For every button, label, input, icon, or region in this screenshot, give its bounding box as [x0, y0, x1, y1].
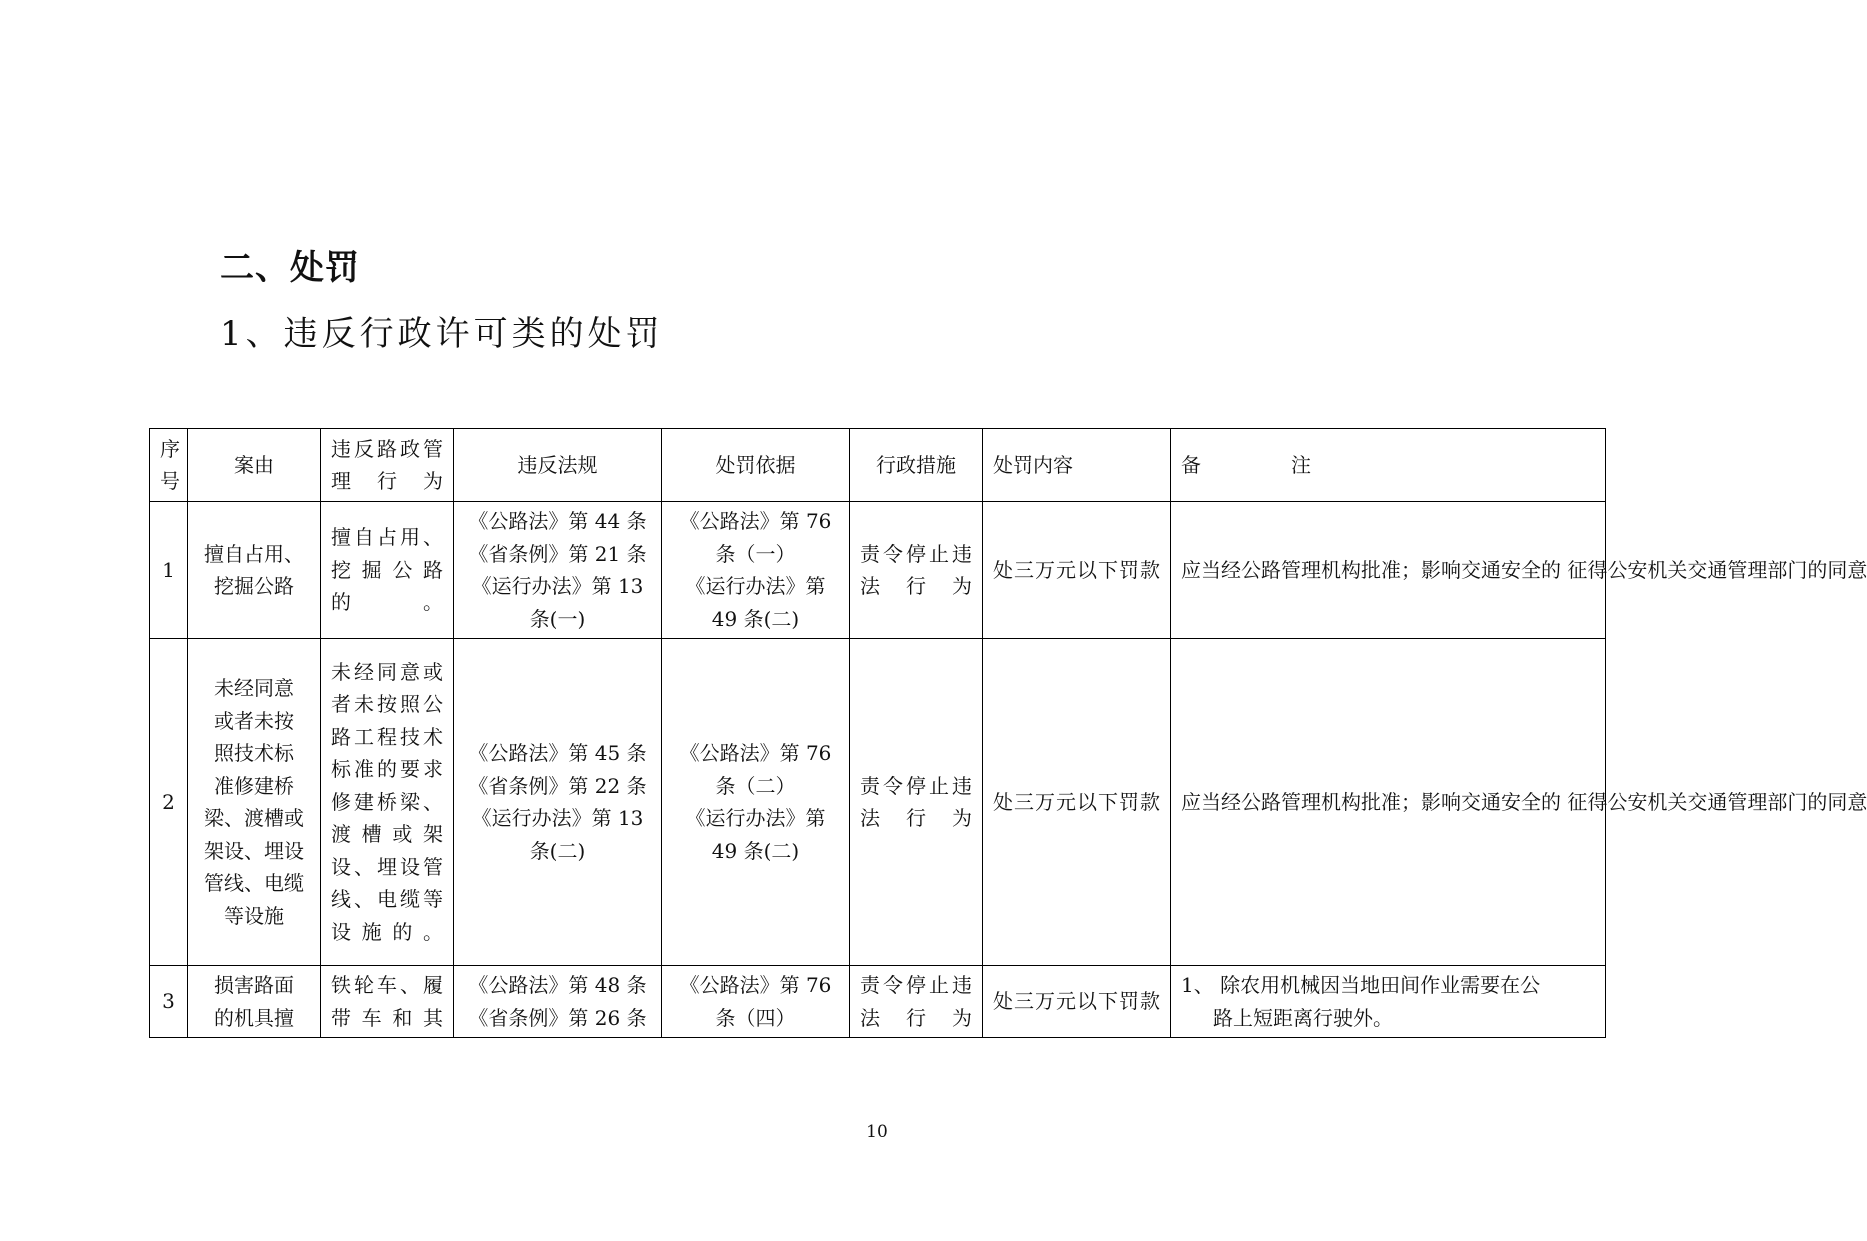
row-law: 《公路法》第 44 条 《省条例》第 21 条 《运行办法》第 13 条(一) — [454, 502, 662, 639]
row-content: 处三万元以下罚款 — [983, 966, 1171, 1038]
header-content: 处罚内容 — [983, 429, 1171, 502]
header-behavior: 违反路政管理行为 — [321, 429, 454, 502]
table-header-row — [150, 429, 1606, 502]
table-row — [150, 502, 1606, 639]
row-case: 擅自占用、 挖掘公路 — [188, 502, 321, 639]
row-measure: 责令停止违法行为 — [850, 502, 983, 639]
row-content: 处三万元以下罚款 — [983, 639, 1171, 966]
section-heading: 二、处罚 — [220, 248, 360, 288]
table-row — [150, 966, 1606, 1038]
header-law: 违反法规 — [454, 429, 662, 502]
remark-line-1: 1、 除农用机械因当地田间作业需要在公 — [1181, 973, 1541, 997]
row-case: 未经同意 或者未按 照技术标 准修建桥 梁、渡槽或 架设、埋设 管线、电缆 等设施 — [188, 639, 321, 966]
header-case: 案由 — [188, 429, 321, 502]
page-number: 10 — [866, 1122, 888, 1142]
row-remark: 应当经公路管理机构批准；影响交通安全的 征得公安机关交通管理部门的同意 — [1171, 502, 1606, 639]
header-remark — [1171, 429, 1606, 502]
row-basis: 《公路法》第 76 条（二） 《运行办法》第 49 条(二) — [662, 639, 850, 966]
remark-line-2: 路上短距离行驶外。 — [1213, 1005, 1393, 1030]
row-basis: 《公路法》第 76 条（四） — [662, 966, 850, 1038]
row-measure: 责令停止违法行为 — [850, 639, 983, 966]
row-law: 《公路法》第 48 条 《省条例》第 26 条 — [454, 966, 662, 1038]
header-remark-a: 备 — [1181, 452, 1201, 477]
header-seq: 序 号 — [150, 429, 188, 502]
subsection-heading: 1、违反行政许可类的处罚 — [220, 314, 664, 354]
row-seq: 3 — [150, 966, 188, 1038]
row-law: 《公路法》第 45 条 《省条例》第 22 条 《运行办法》第 13 条(二) — [454, 639, 662, 966]
row-basis: 《公路法》第 76 条（一） 《运行办法》第 49 条(二) — [662, 502, 850, 639]
header-measure: 行政措施 — [850, 429, 983, 502]
row-seq: 1 — [150, 502, 188, 639]
row-remark: 应当经公路管理机构批准；影响交通安全的 征得公安机关交通管理部门的同意 — [1171, 639, 1606, 966]
row-seq: 2 — [150, 639, 188, 966]
row-remark — [1171, 966, 1606, 1038]
row-measure: 责令停止违法行为 — [850, 966, 983, 1038]
row-behavior: 铁轮车、履带车和其 — [321, 966, 454, 1038]
header-basis: 处罚依据 — [662, 429, 850, 502]
row-case: 损害路面 的机具擅 — [188, 966, 321, 1038]
row-behavior: 擅自占用、挖掘公路的。 — [321, 502, 454, 639]
penalty-table — [149, 428, 1867, 1038]
row-content: 处三万元以下罚款 — [983, 502, 1171, 639]
table-row — [150, 639, 1606, 966]
row-behavior: 未经同意或者未按照公路工程技术标准的要求修建桥梁、渡槽或架设、埋设管线、电缆等设施的。 — [321, 639, 454, 966]
header-remark-b: 注 — [1291, 452, 1311, 477]
